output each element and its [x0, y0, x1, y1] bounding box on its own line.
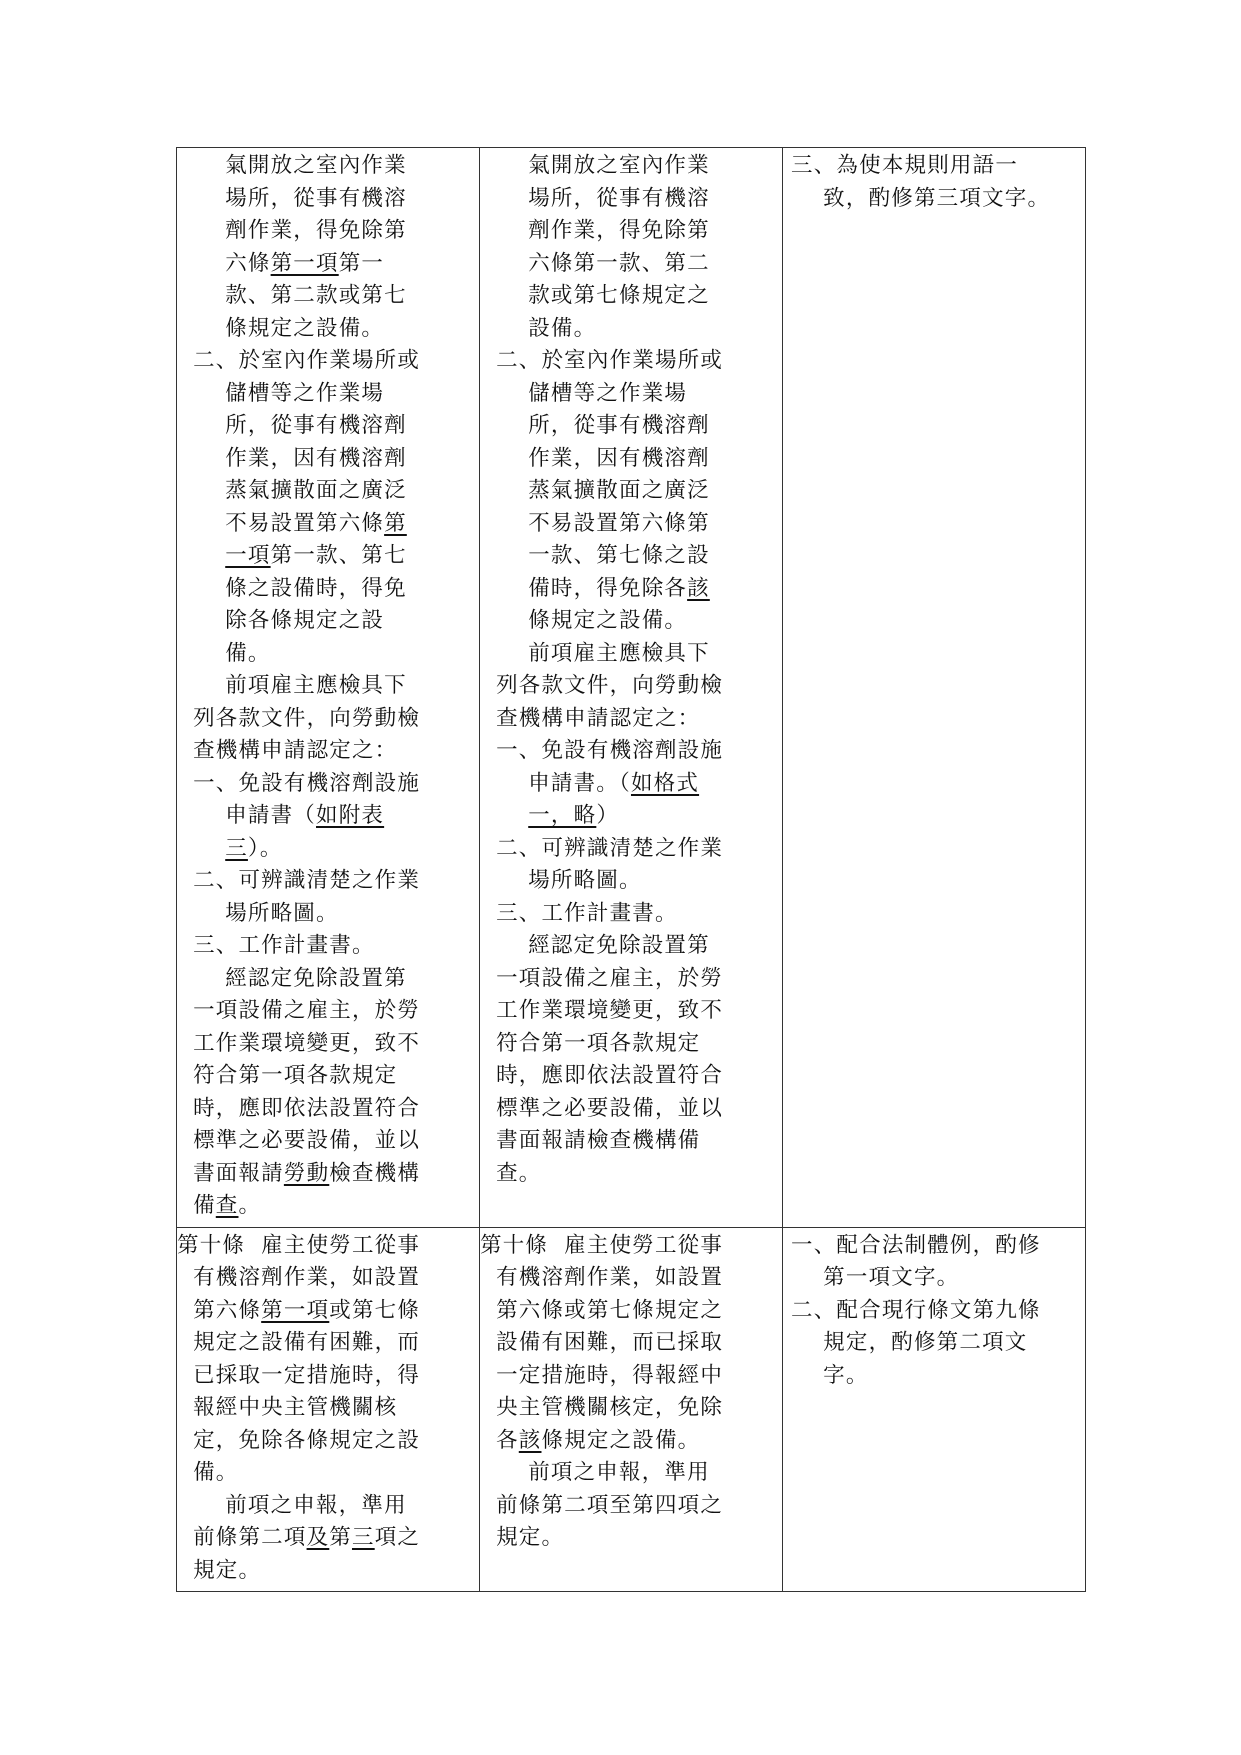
- text-line: [177, 410, 479, 443]
- text-line: [177, 345, 479, 378]
- amended-text-underline: 三: [225, 835, 248, 861]
- text-segment: 場所略圖。: [177, 900, 339, 926]
- text-segment: 一、配合法制體例，酌修: [783, 1232, 1041, 1258]
- text-segment: ）: [596, 803, 620, 828]
- text-segment: 時，應即依法設置符合: [480, 1063, 724, 1088]
- text-line: [177, 1190, 479, 1223]
- text-segment: 一、免設有機溶劑設施: [177, 770, 421, 796]
- text-line: [177, 183, 479, 216]
- text-line: [177, 1555, 479, 1588]
- text-segment: 三、工作計畫書。: [177, 933, 375, 958]
- text-line: [480, 1425, 782, 1458]
- text-line: [177, 768, 479, 801]
- text-line: [480, 1490, 782, 1523]
- amended-text-underline: 該: [518, 1427, 542, 1453]
- text-segment: 場所，從事有機溶: [177, 185, 407, 211]
- text-segment: 儲槽等之作業場: [177, 380, 385, 406]
- text-segment: 檢查機構: [329, 1160, 421, 1186]
- text-segment: 經認定免除設置第: [177, 965, 407, 991]
- text-segment: 條之設備時，得免: [177, 575, 407, 601]
- text-segment: 不易設置第六條: [177, 510, 385, 536]
- text-segment: 查。: [480, 1160, 542, 1186]
- text-segment: 一項設備之雇主，於勞: [480, 965, 724, 991]
- text-segment: 除各條規定之設: [177, 608, 385, 633]
- text-segment: 。: [238, 1193, 262, 1218]
- text-segment: 所，從事有機溶劑: [177, 413, 407, 438]
- text-line: [480, 768, 782, 801]
- current-text-cell: [480, 1227, 783, 1592]
- amended-text-cell: [177, 148, 480, 1228]
- text-segment: 一、免設有機溶劑設施: [480, 738, 724, 763]
- text-segment: 時，應即依法設置符合: [177, 1095, 421, 1121]
- text-segment: 三、工作計畫書。: [480, 900, 678, 926]
- text-line: [480, 540, 782, 573]
- text-line: [480, 1230, 782, 1263]
- text-line: [480, 1295, 782, 1328]
- text-segment: 第一款、第七: [270, 543, 407, 568]
- table-row: [177, 148, 1086, 1228]
- text-line: [177, 313, 479, 346]
- text-line: [480, 280, 782, 313]
- text-line: [177, 1093, 479, 1126]
- text-line: [480, 800, 782, 833]
- text-line: [177, 638, 479, 671]
- amended-text-underline: 一，略: [528, 803, 597, 828]
- text-segment: ）。: [247, 835, 283, 861]
- text-segment: 前項雇主應檢具下: [480, 640, 710, 666]
- text-segment: 一款、第七條之設: [480, 543, 710, 568]
- text-segment: 書面報請: [177, 1160, 284, 1186]
- text-line: [480, 443, 782, 476]
- comparison-table: [176, 147, 1086, 1592]
- text-line: [480, 508, 782, 541]
- text-line: [177, 475, 479, 508]
- text-segment: 有機溶劑作業，如設置: [480, 1265, 724, 1290]
- text-segment: 作業，因有機溶劑: [480, 445, 710, 471]
- text-line: [480, 475, 782, 508]
- text-segment: 符合第一項各款規定: [480, 1030, 701, 1056]
- amended-text-underline: 第: [384, 510, 407, 536]
- text-line: [177, 1522, 479, 1555]
- text-segment: 二、可辨識清楚之作業: [480, 835, 724, 861]
- text-line: [177, 670, 479, 703]
- text-line: [177, 443, 479, 476]
- text-line: [177, 1392, 479, 1425]
- text-segment: 第六條: [177, 1297, 262, 1323]
- text-line: [480, 573, 782, 606]
- text-line: [480, 670, 782, 703]
- amended-text-underline: 三: [351, 1525, 375, 1550]
- text-line: [177, 735, 479, 768]
- amended-text-underline: 查: [215, 1193, 239, 1218]
- text-segment: 六條: [177, 250, 271, 276]
- text-line: [480, 605, 782, 638]
- text-segment: 規定，酌修第二項文: [783, 1330, 1028, 1355]
- text-line: [480, 1158, 782, 1191]
- text-segment: 氣開放之室內作業: [177, 153, 407, 178]
- text-line: [177, 1457, 479, 1490]
- text-segment: [177, 543, 225, 568]
- amended-text-underline: 一項: [225, 543, 271, 568]
- text-line: [177, 150, 479, 183]
- text-segment: 六條第一款、第二: [480, 250, 710, 276]
- text-segment: 列各款文件，向勞動檢: [177, 705, 421, 731]
- text-line: [480, 1392, 782, 1425]
- text-line: [177, 248, 479, 281]
- text-line: [480, 1457, 782, 1490]
- text-segment: 項之: [374, 1525, 421, 1550]
- text-segment: 儲槽等之作業場: [480, 380, 688, 406]
- text-segment: 設備有困難，而已採取: [480, 1330, 724, 1355]
- text-segment: 前條第二項至第四項之: [480, 1492, 724, 1518]
- text-line: [177, 898, 479, 931]
- text-segment: 經認定免除設置第: [480, 933, 710, 958]
- text-segment: 劑作業，得免除第: [480, 218, 710, 243]
- text-segment: 蒸氣擴散面之廣泛: [480, 478, 710, 503]
- text-line: [177, 1360, 479, 1393]
- text-line: [177, 573, 479, 606]
- text-segment: 標準之必要設備，並以: [177, 1128, 421, 1153]
- text-line: [480, 345, 782, 378]
- text-line: [177, 508, 479, 541]
- text-line: [480, 1360, 782, 1393]
- text-segment: 前項之申報，準用: [177, 1492, 407, 1518]
- text-line: [480, 1327, 782, 1360]
- text-line: [177, 703, 479, 736]
- text-segment: 第六條或第七條規定之: [480, 1297, 724, 1323]
- text-segment: 蒸氣擴散面之廣泛: [177, 478, 407, 503]
- text-line: [177, 865, 479, 898]
- text-segment: 備。: [177, 640, 271, 666]
- text-segment: 工作業環境變更，致不: [480, 998, 724, 1023]
- text-segment: 三、為使本規則用語一: [783, 153, 1019, 178]
- text-segment: 有機溶劑作業，如設置: [177, 1265, 421, 1290]
- text-line: [783, 1262, 1085, 1295]
- amended-text-underline: 如格式: [630, 770, 700, 796]
- text-segment: 規定之設備有困難，而: [177, 1330, 421, 1355]
- text-segment: 規定。: [480, 1525, 565, 1550]
- text-segment: 央主管機關核定，免除: [480, 1395, 724, 1420]
- text-segment: 一定措施時，得報經中: [480, 1362, 724, 1388]
- text-segment: 二、配合現行條文第九條: [783, 1297, 1041, 1323]
- text-line: [480, 1125, 782, 1158]
- text-segment: 工作業環境變更，致不: [177, 1030, 421, 1056]
- text-line: [177, 280, 479, 313]
- text-line: [177, 1425, 479, 1458]
- text-segment: 已採取一定措施時，得: [177, 1362, 421, 1388]
- text-line: [177, 1125, 479, 1158]
- text-line: [177, 995, 479, 1028]
- text-segment: 備。: [177, 1460, 239, 1485]
- text-segment: 劑作業，得免除第: [177, 218, 407, 243]
- text-segment: 款或第七條規定之: [480, 283, 710, 308]
- text-segment: 申請書。（: [480, 770, 631, 796]
- text-segment: 前條第二項: [177, 1525, 307, 1550]
- text-line: [480, 1028, 782, 1061]
- text-line: [783, 150, 1085, 183]
- text-segment: 二、可辨識清楚之作業: [177, 868, 421, 893]
- text-segment: 第十條 雇主使勞工從事: [177, 1232, 421, 1258]
- text-line: [177, 540, 479, 573]
- amended-text-underline: 該: [687, 575, 710, 601]
- text-line: [177, 1060, 479, 1093]
- text-line: [480, 1262, 782, 1295]
- text-segment: 查機構申請認定之：: [177, 738, 398, 763]
- explanation-cell: [783, 1227, 1086, 1592]
- text-line: [480, 378, 782, 411]
- text-segment: 二、於室內作業場所或: [480, 348, 724, 373]
- amended-text-underline: 如附表: [316, 803, 385, 828]
- amended-text-cell: [177, 1227, 480, 1592]
- text-line: [783, 1230, 1085, 1263]
- text-segment: 第一項文字。: [783, 1265, 960, 1290]
- text-segment: 場所略圖。: [480, 868, 642, 893]
- text-line: [783, 1327, 1085, 1360]
- text-line: [177, 605, 479, 638]
- text-segment: 備: [177, 1193, 216, 1218]
- text-segment: 定，免除各條規定之設: [177, 1427, 421, 1453]
- text-line: [480, 1060, 782, 1093]
- text-segment: 報經中央主管機關核: [177, 1395, 398, 1420]
- text-line: [177, 1327, 479, 1360]
- amended-text-underline: 及: [306, 1525, 330, 1550]
- text-line: [783, 1295, 1085, 1328]
- text-line: [480, 150, 782, 183]
- text-segment: 致，酌修第三項文字。: [783, 185, 1051, 211]
- text-line: [480, 930, 782, 963]
- text-segment: 二、於室內作業場所或: [177, 348, 421, 373]
- text-line: [480, 963, 782, 996]
- amended-text-underline: 第一項: [270, 250, 339, 276]
- text-segment: 款、第二款或第七: [177, 283, 407, 308]
- text-segment: 所，從事有機溶劑: [480, 413, 710, 438]
- text-segment: 一項設備之雇主，於勞: [177, 998, 421, 1023]
- text-line: [177, 1295, 479, 1328]
- amended-text-underline: 第一項: [261, 1297, 330, 1323]
- text-segment: 不易設置第六條第: [480, 510, 710, 536]
- text-segment: 查機構申請認定之：: [480, 705, 701, 731]
- text-segment: 申請書（: [177, 803, 317, 828]
- text-line: [480, 833, 782, 866]
- text-segment: 規定。: [177, 1557, 262, 1583]
- text-line: [480, 410, 782, 443]
- text-line: [177, 215, 479, 248]
- text-segment: 或第七條: [329, 1297, 421, 1323]
- text-line: [177, 1028, 479, 1061]
- text-segment: 字。: [783, 1362, 869, 1388]
- text-line: [480, 313, 782, 346]
- text-segment: 備時，得免除各: [480, 575, 688, 601]
- text-segment: [177, 836, 225, 861]
- text-segment: 列各款文件，向勞動檢: [480, 673, 724, 698]
- text-line: [480, 898, 782, 931]
- text-line: [480, 703, 782, 736]
- explanation-cell: [783, 148, 1086, 1228]
- text-segment: 作業，因有機溶劑: [177, 445, 407, 471]
- text-line: [480, 735, 782, 768]
- text-line: [177, 1158, 479, 1191]
- text-segment: 第一: [338, 250, 385, 276]
- text-line: [480, 638, 782, 671]
- text-line: [480, 215, 782, 248]
- text-segment: 第十條 雇主使勞工從事: [480, 1232, 724, 1258]
- text-line: [480, 183, 782, 216]
- text-line: [480, 865, 782, 898]
- text-segment: 書面報請檢查機構備: [480, 1128, 701, 1153]
- text-segment: 場所，從事有機溶: [480, 185, 710, 211]
- text-segment: 前項雇主應檢具下: [177, 673, 407, 698]
- text-line: [177, 930, 479, 963]
- text-segment: 符合第一項各款規定: [177, 1063, 398, 1088]
- table-row: [177, 1227, 1086, 1592]
- current-text-cell: [480, 148, 783, 1228]
- text-segment: 條規定之設備。: [480, 608, 688, 633]
- text-line: [177, 800, 479, 833]
- text-segment: 各: [480, 1427, 519, 1453]
- text-line: [783, 1360, 1085, 1393]
- text-line: [177, 1262, 479, 1295]
- text-line: [480, 248, 782, 281]
- text-line: [177, 833, 479, 866]
- text-line: [480, 1522, 782, 1555]
- amended-text-underline: 勞動: [283, 1160, 330, 1186]
- text-segment: 第: [329, 1525, 352, 1550]
- text-segment: 前項之申報，準用: [480, 1460, 710, 1485]
- text-line: [177, 1230, 479, 1263]
- text-line: [177, 378, 479, 411]
- text-line: [783, 183, 1085, 216]
- text-segment: [480, 803, 528, 828]
- text-segment: 設備。: [480, 315, 597, 341]
- text-segment: 標準之必要設備，並以: [480, 1095, 724, 1121]
- text-line: [177, 963, 479, 996]
- text-line: [480, 1093, 782, 1126]
- text-segment: 條規定之設備。: [541, 1427, 701, 1453]
- text-line: [480, 995, 782, 1028]
- text-segment: 條規定之設備。: [177, 315, 385, 341]
- text-line: [177, 1490, 479, 1523]
- text-segment: 氣開放之室內作業: [480, 153, 710, 178]
